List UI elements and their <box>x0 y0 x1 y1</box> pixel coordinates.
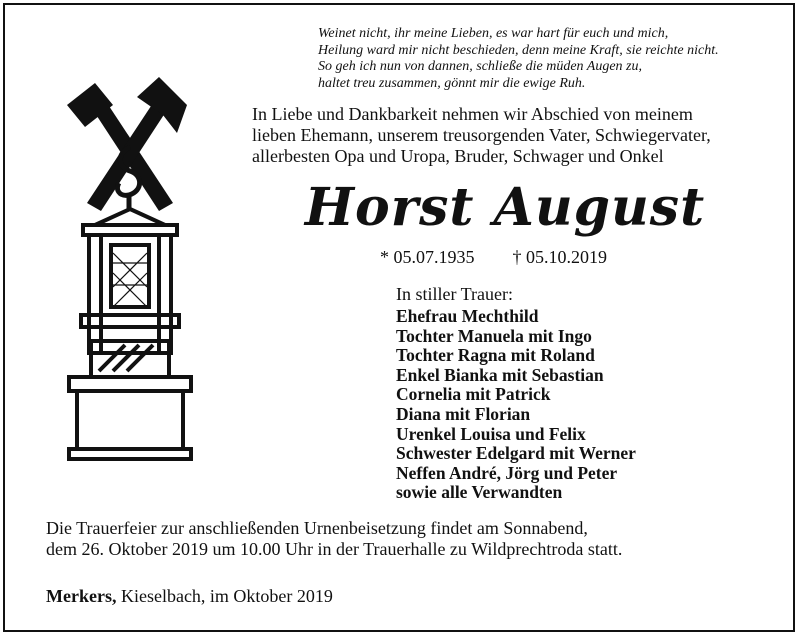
ceremony-line: Die Trauerfeier zur anschließenden Urnenbeisetzung findet am Sonnabend, <box>46 518 588 538</box>
intro-line: In Liebe und Dankbarkeit nehmen wir Abschied von meinem <box>252 104 693 124</box>
ceremony-info <box>46 518 622 560</box>
signoff <box>46 586 333 607</box>
poem-line: Weinet nicht, ihr meine Lieben, es war hart für euch und mich, <box>318 26 669 41</box>
farewell-intro <box>252 104 782 167</box>
intro-line: allerbesten Opa und Uropa, Bruder, Schwager und Onkel <box>252 146 664 166</box>
mourner: Urenkel Louisa und Felix <box>396 423 586 444</box>
mourner: Cornelia mit Patrick <box>396 384 551 405</box>
death-date: † 05.10.2019 <box>512 247 607 267</box>
miners-lamp-emblem-icon <box>55 75 205 465</box>
mourner: Enkel Bianka mit Sebastian <box>396 364 604 385</box>
poem-line: So geh ich nun von dannen, schließe die müden Augen zu, <box>318 59 643 74</box>
mourner: Neffen André, Jörg und Peter <box>396 462 618 483</box>
mourning-label: In stiller Trauer: <box>396 284 513 304</box>
mourner: Ehefrau Mechthild <box>396 306 539 326</box>
poem <box>318 26 778 92</box>
birth-date: * 05.07.1935 <box>380 247 475 267</box>
mourners-list <box>396 307 636 503</box>
poem-line: Heilung ward mir nicht beschieden, denn meine Kraft, sie reichte nicht. <box>318 42 719 58</box>
signoff-place: Merkers, <box>46 586 117 606</box>
poem-line: haltet treu zusammen, gönnt mir die ewige Ruh. <box>318 75 586 91</box>
signoff-rest: Kieselbach, im Oktober 2019 <box>116 586 333 606</box>
mourner: Diana mit Florian <box>396 403 531 424</box>
mourner: sowie alle Verwandten <box>396 482 563 503</box>
life-dates <box>380 247 607 267</box>
mourner: Schwester Edelgard mit Werner <box>396 443 636 464</box>
mourner: Tochter Manuela mit Ingo <box>396 325 592 346</box>
mourner: Tochter Ragna mit Roland <box>396 345 595 366</box>
deceased-name: Horst August <box>304 177 706 238</box>
intro-line: lieben Ehemann, unserem treusorgenden Vater, Schwiegervater, <box>252 125 711 145</box>
ceremony-line: dem 26. Oktober 2019 um 10.00 Uhr in der Trauerhalle zu Wildprechtroda statt. <box>46 539 623 559</box>
